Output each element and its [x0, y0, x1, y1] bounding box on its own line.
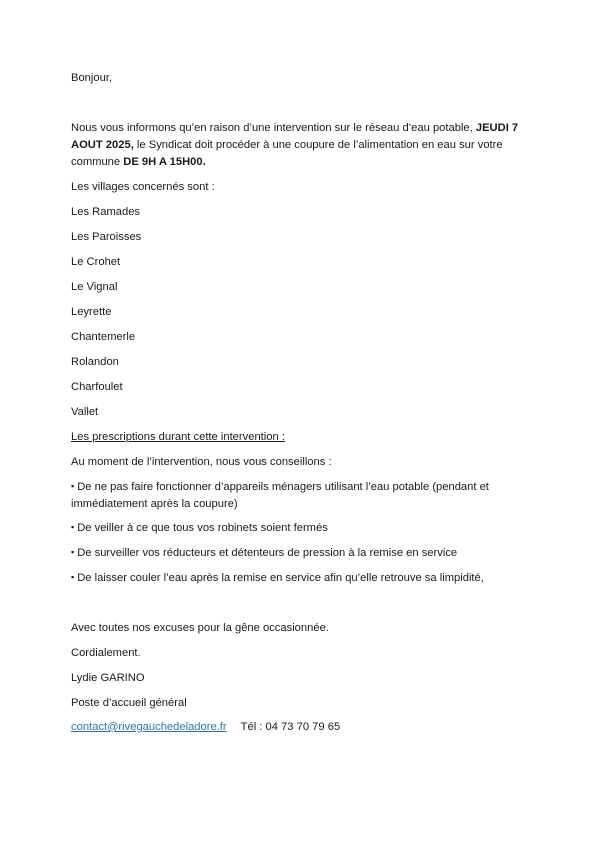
contact-email-link[interactable]: contact@rivegauchedeladore.fr [71, 721, 227, 733]
advice-item: ▪ De surveiller vos réducteurs et détenteurs de pression à la remise en service [71, 546, 457, 560]
intro-text-1: Nous vous informons qu’en raison d’une intervention sur le réseau d’eau potable, [71, 122, 476, 134]
signer-role: Poste d’accueil général [71, 697, 187, 709]
greeting: Bonjour, [71, 72, 113, 84]
village-item: Rolandon [71, 356, 119, 368]
contact-phone: Tél : 04 73 70 79 65 [240, 721, 341, 733]
intro-time: DE 9H A 15H00. [123, 156, 206, 168]
signer-name: Lydie GARINO [71, 672, 145, 684]
regards-text: Cordialement. [71, 647, 141, 659]
village-item: Le Crohet [71, 256, 121, 268]
intro-text-2: le Syndicat doit procéder à une coupure de l’alimentation en eau sur votre commune [71, 139, 503, 168]
intro-date: JEUDI 7 AOUT 2025, [71, 122, 519, 151]
advice-item: ▪ De ne pas faire fonctionner d’appareils ménagers utilisant l’eau potable (pendant et immédiatement après la coupure) [71, 479, 521, 513]
village-item: Charfoulet [71, 381, 123, 393]
intro-paragraph [71, 120, 526, 171]
village-item: Chantemerle [71, 331, 136, 343]
village-item: Les Paroisses [71, 231, 142, 243]
advice-item: ▪ De laisser couler l’eau après la remise en service afin qu’elle retrouve sa limpidité, [71, 571, 484, 585]
village-item: Les Ramades [71, 206, 141, 218]
advice-item: ▪ De veiller à ce que tous vos robinets soient fermés [71, 521, 328, 535]
villages-heading: Les villages concernés sont : [71, 181, 215, 193]
advice-intro: Au moment de l’intervention, nous vous conseillons : [71, 456, 332, 468]
village-item: Le Vignal [71, 281, 118, 293]
contact-line [71, 720, 340, 734]
prescriptions-heading: Les prescriptions durant cette intervention : [71, 431, 285, 443]
village-item: Leyrette [71, 306, 112, 318]
closing-text: Avec toutes nos excuses pour la gêne occasionnée. [71, 622, 329, 634]
village-item: Vallet [71, 406, 99, 418]
